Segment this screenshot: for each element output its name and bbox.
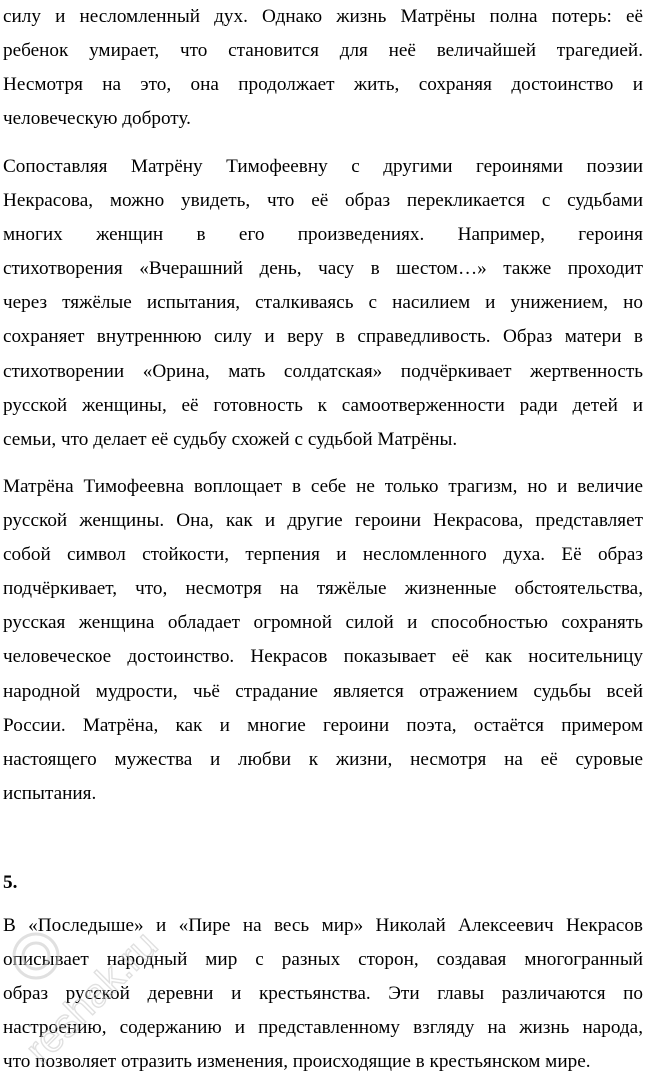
text-line: настроению, содержанию и представленному взгляду на жизнь народа, [3,1017,643,1039]
text-line: русской женщины, её готовность к самоотверженности ради детей и [3,394,643,416]
text-line: настоящего мужества и любви к жизни, несмотря на её суровые [3,748,643,770]
text-line: русской женщины. Она, как и другие героини Некрасова, представляет [3,510,643,532]
text-line: силу и несломленный дух. Однако жизнь Матрёны полна потерь: её [3,6,643,27]
text-line: ребенок умирает, что становится для неё величайшей трагедией. [3,40,643,62]
text-line: человеческую доброту. [3,108,191,130]
text-line: Сопоставляя Матрёну Тимофеевну с другими героинями поэзии [3,156,643,177]
text-line: стихотворения «Вчерашний день, часу в шестом…» также проходит [3,258,643,280]
text-line: Матрёна Тимофеевна воплощает в себе не только трагизм, но и величие [3,476,643,497]
paragraph-2 [3,150,643,457]
text-line: стихотворении «Орина, мать солдатская» подчёркивает жертвенность [3,360,643,382]
watermark-text: reshak.ru [17,922,167,1072]
text-line: многих женщин в его произведениях. Например, героиня [3,224,643,246]
text-line: народной мудрости, чьё страдание является отражением судьбы всей [3,680,643,702]
paragraph-4 [3,909,643,1079]
text-line: В «Последыше» и «Пире на весь мир» Николай Алексеевич Некрасов [3,915,643,936]
text-line: что позволяет отразить изменения, происходящие в крестьянском мире. [3,1051,591,1073]
text-line: собой символ стойкости, терпения и несломленного духа. Её образ [3,544,643,566]
text-line: испытания. [3,782,97,804]
text-line: через тяжёлые испытания, сталкиваясь с насилием и унижением, но [3,292,643,314]
text-line: описывает народный мир с разных сторон, создавая многогранный [3,949,643,971]
text-line: русская женщина обладает огромной силой и способностью сохранять [3,612,643,634]
text-line: Несмотря на это, она продолжает жить, сохраняя достоинство и [3,74,643,96]
text-line: человеческое достоинство. Некрасов показывает её как носительницу [3,646,643,668]
text-line: Некрасова, можно увидеть, что её образ перекликается с судьбами [3,190,643,212]
paragraph-3 [3,470,643,811]
text-line: образ русской деревни и крестьянства. Эти главы различаются по [3,983,643,1005]
text-line: сохраняет внутреннюю силу и веру в справедливость. Образ матери в [3,326,643,348]
text-line: подчёркивает, что, несмотря на тяжёлые жизненные обстоятельства, [3,578,643,600]
section-number: 5. [3,872,18,893]
text-line: семьи, что делает её судьбу схожей с судьбой Матрёны. [3,428,458,450]
paragraph-1 [3,0,643,136]
text-line: России. Матрёна, как и многие героини поэта, остаётся примером [3,714,643,736]
